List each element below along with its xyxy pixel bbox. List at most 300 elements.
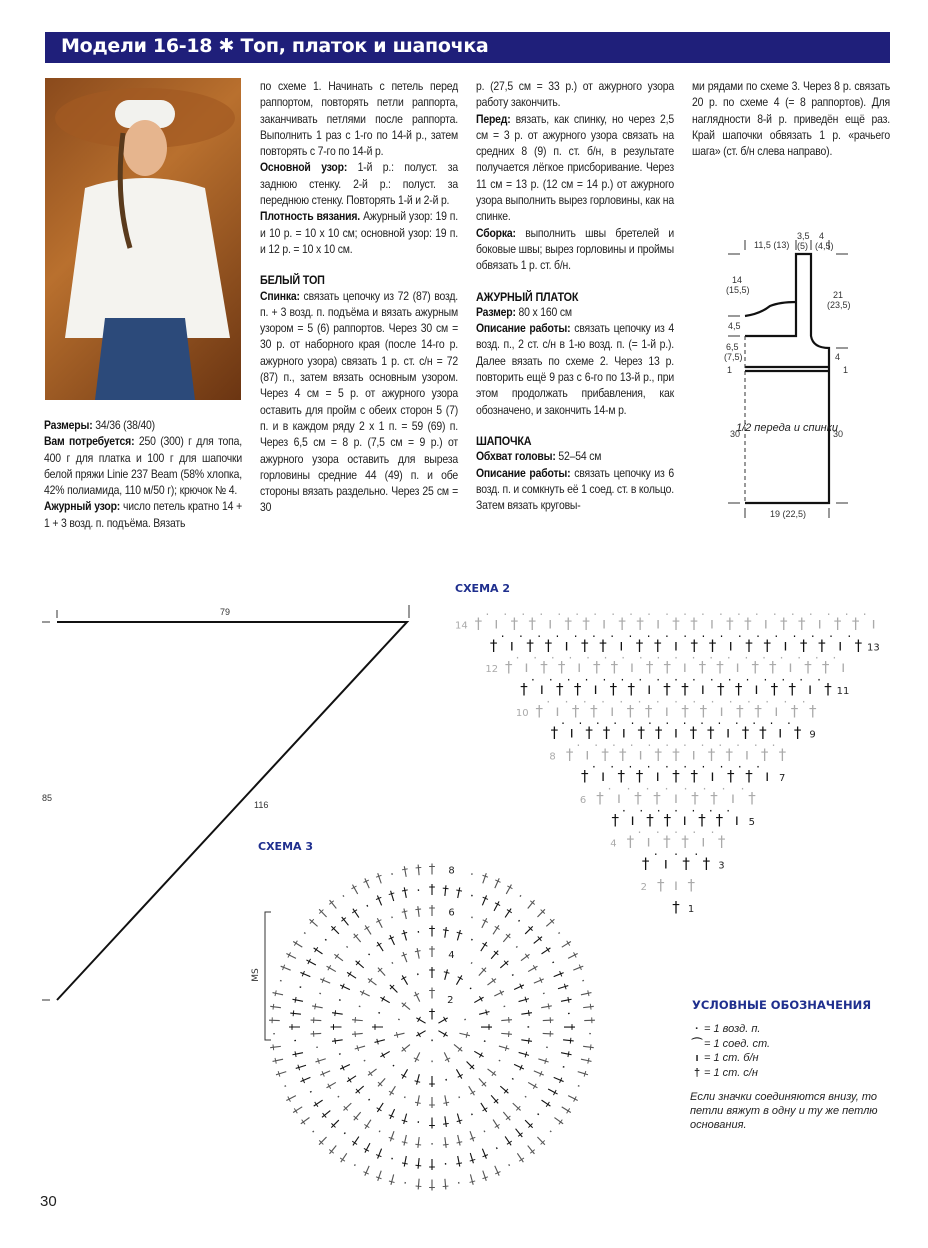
stitch-symbol: †	[348, 881, 362, 898]
hat-work-label: Описание работы:	[476, 466, 571, 480]
text-column-3	[476, 79, 674, 514]
stitch-symbol: †	[428, 1093, 436, 1109]
dim-strap-b2: (4,5)	[815, 241, 834, 251]
stitch-symbol: ı	[548, 614, 553, 633]
stitch-symbol: †	[627, 680, 636, 698]
stitch-symbol: †	[413, 1070, 424, 1087]
stitch-symbol: †	[508, 1098, 524, 1114]
stitch-symbol: †	[377, 993, 394, 1007]
stitch-symbol: †	[748, 789, 756, 807]
chain-dot: ·	[674, 803, 678, 818]
row-number: 6	[579, 795, 587, 806]
chain-dot: ·	[637, 825, 642, 840]
chain-dot: ·	[710, 694, 715, 709]
dim-neck-step: 4,5	[728, 321, 741, 331]
stitch-symbol: †	[569, 962, 586, 975]
stitch-symbol: †	[577, 989, 594, 999]
stitch-symbol: †	[361, 922, 376, 939]
stitch-symbol: †	[635, 636, 644, 655]
stitch-symbol: †	[691, 789, 699, 807]
stitch-symbol: ı	[700, 680, 705, 698]
chain-dot: ·	[726, 651, 731, 666]
stitch-symbol: †	[486, 1091, 502, 1107]
paragraph: по схеме 1. Начинать с петель перед раппортом, повторять петли раппорта, заканчивать петлями после раппорта. Выполнить 1 раз с 1-го по 14-й р., затем повторять с 7-го по 14-й р.	[260, 80, 458, 159]
stitch-symbol: ·	[415, 925, 422, 941]
stitch-symbol: †	[268, 1002, 284, 1012]
main-pattern-label: Основной узор:	[260, 161, 348, 175]
scheme-2-chart	[455, 608, 880, 916]
stitch-symbol: †	[554, 982, 571, 993]
chain-dot: ·	[629, 738, 634, 753]
stitch-symbol: †	[699, 701, 708, 720]
chain-dot: ·	[792, 629, 797, 644]
stitch-symbol: ·	[388, 867, 397, 883]
dim-strap-h2: (23,5)	[827, 300, 851, 310]
stitch-symbol: †	[502, 881, 516, 898]
paragraph: р. (27,5 см = 33 р.) от ажурного узора работу закончить.	[476, 80, 674, 110]
stitch-symbol: †	[520, 680, 528, 698]
stitch-symbol: ı	[647, 680, 652, 698]
stitch-symbol: †	[537, 944, 554, 959]
stitch-symbol: ·	[388, 1149, 397, 1166]
chain-dot: ·	[844, 607, 849, 622]
stitch-symbol: †	[434, 1026, 451, 1040]
stitch-symbol: ı	[673, 636, 679, 655]
stitch-symbol: ·	[349, 1156, 361, 1172]
stitch-symbol: †	[580, 1042, 596, 1052]
dim-band-l: 1	[727, 365, 733, 375]
stitch-symbol: †	[267, 1016, 283, 1024]
stitch-symbol: †	[706, 723, 715, 742]
stitch-symbol: †	[478, 1023, 494, 1031]
row-number: 8	[448, 865, 455, 877]
chain-dot: ·	[717, 716, 722, 731]
stitch-symbol: †	[590, 701, 598, 720]
stitch-symbol: ·	[476, 1036, 492, 1045]
chain-dot: ·	[601, 694, 605, 709]
stitch-symbol: †	[440, 967, 451, 984]
stitch-symbol: †	[329, 1023, 345, 1031]
chain-dot: ·	[814, 651, 819, 666]
stitch-symbol: †	[344, 968, 361, 983]
stitch-symbol: ·	[560, 1010, 576, 1017]
shawl-dim-diagonal: 116	[254, 800, 269, 810]
stitch-symbol: †	[344, 1071, 361, 1086]
chain-dot: ·	[727, 673, 732, 687]
stitch-symbol: †	[581, 1016, 597, 1024]
chain-dot: ·	[610, 629, 615, 644]
stitch-symbol: †	[498, 1029, 514, 1038]
stitch-symbol: ·	[478, 1122, 490, 1139]
ms-label: MS	[251, 968, 261, 982]
chain-dot: ·	[548, 673, 553, 687]
stitch-symbol: ·	[465, 956, 477, 972]
stitch-symbol: †	[690, 767, 698, 786]
stitch-symbol: †	[361, 1115, 376, 1132]
double-crochet-icon: †	[693, 1066, 701, 1079]
stitch-symbol: †	[564, 614, 572, 633]
stitch-symbol: ·	[463, 982, 477, 996]
stitch-symbol: †	[609, 680, 618, 698]
stitch-symbol: †	[373, 1098, 388, 1115]
stitch-symbol: ı	[691, 745, 696, 764]
stitch-symbol: ·	[535, 989, 551, 998]
stitch-symbol: ı	[619, 636, 624, 655]
stitch-symbol: †	[413, 945, 423, 962]
stitch-symbol: ·	[363, 948, 377, 963]
chain-dot: ·	[701, 607, 705, 622]
stitch-symbol: †	[370, 1023, 386, 1031]
stitch-symbol: †	[414, 862, 423, 879]
stitch-symbol: †	[453, 885, 464, 902]
stitch-symbol: †	[537, 1002, 554, 1012]
row-number: 8	[549, 751, 556, 763]
stitch-symbol: ı	[655, 614, 661, 633]
chain-dot: ·	[568, 651, 573, 666]
stitch-symbol: †	[411, 1048, 424, 1065]
chain-dot: ·	[774, 629, 779, 644]
legend-item-sc	[690, 1051, 880, 1066]
stitch-symbol: ı	[754, 680, 759, 698]
chain-dot: ·	[638, 651, 643, 666]
stitch-symbol: ·	[273, 976, 290, 986]
chain-dot: ·	[539, 607, 544, 622]
stitch-symbol: †	[428, 1007, 436, 1023]
stitch-symbol: ı	[569, 723, 574, 742]
chain-dot: ·	[519, 629, 523, 644]
stitch-symbol: ·	[387, 910, 397, 927]
stitch-symbol: †	[374, 1074, 390, 1090]
stitch-symbol: †	[400, 864, 410, 881]
stitch-symbol: †	[580, 1002, 596, 1012]
chain-dot: ·	[756, 760, 760, 775]
chain-dot: ·	[740, 782, 745, 796]
chain-dot: ·	[639, 803, 644, 818]
stitch-symbol: †	[663, 658, 671, 677]
materials-text: 250 (300) г для топа, 400 г для платка и 100 г для шапочки белой пряжи Linie 237 Beam (58% хлопка, 42% полиамида, 110 м/50 г); крючок № 4.	[44, 435, 242, 498]
text-column-4	[692, 79, 890, 160]
stitch-symbol: †	[523, 896, 538, 913]
stitch-symbol: ·	[538, 1043, 554, 1051]
stitch-symbol: †	[564, 949, 581, 963]
stitch-symbol: ·	[310, 1043, 326, 1051]
stitch-symbol: †	[717, 832, 726, 851]
stitch-symbol: †	[428, 883, 436, 899]
stitch-symbol: †	[745, 767, 753, 786]
stitch-symbol: ·	[340, 940, 355, 955]
dim-strap-a2: (5)	[797, 241, 808, 251]
stitch-symbol: ı	[616, 789, 622, 807]
stitch-symbol: ·	[372, 1009, 388, 1018]
stitch-symbol: †	[308, 1030, 325, 1038]
stitch-symbol: †	[414, 904, 423, 920]
chain-dot: ·	[648, 716, 652, 731]
stitch-symbol: †	[788, 680, 796, 698]
stitch-symbol: ·	[467, 910, 477, 927]
stitch-symbol: †	[599, 636, 607, 655]
stitch-symbol: †	[516, 950, 533, 966]
chain-dot: ·	[736, 607, 741, 622]
stitch-symbol: †	[741, 723, 750, 742]
chain-dot: ·	[607, 782, 612, 796]
stitch-symbol: †	[663, 832, 671, 851]
stitch-symbol: †	[601, 745, 609, 764]
stitch-symbol: †	[770, 680, 779, 698]
stitch-symbol: †	[542, 915, 558, 931]
stitch-symbol: †	[350, 1016, 366, 1025]
gauge-label: Плотность вязания.	[260, 210, 361, 224]
shawl-work-text: связать цепочку из 4 возд. п., 2 ст. с/н в 1-ю возд. п. (= 1-й р.). Далее вязать по схеме 2. Через 13 р. повторить ещё 9 раз с 6-го по 13-й р., при этом продолжать прибавления, как обозначено, и закончить 14-м р.	[476, 322, 674, 417]
chain-dot: ·	[546, 694, 551, 709]
model-photo-illustration	[45, 78, 241, 400]
stitch-symbol: †	[726, 614, 734, 633]
stitch-symbol: †	[400, 885, 411, 902]
stitch-symbol: ·	[429, 1031, 435, 1047]
stitch-symbol: †	[799, 636, 808, 655]
stitch-symbol: †	[505, 658, 513, 677]
chain-dot: ·	[752, 716, 757, 731]
chain-dot: ·	[832, 651, 837, 666]
stitch-symbol: †	[510, 981, 527, 994]
chain-dot: ·	[647, 738, 652, 753]
stitch-symbol: †	[470, 1047, 487, 1061]
stitch-symbol: †	[557, 658, 566, 677]
chain-dot: ·	[787, 716, 791, 731]
stitch-symbol: ı	[710, 767, 715, 786]
stitch-symbol: †	[483, 1064, 500, 1079]
stitch-symbol: †	[478, 892, 491, 910]
stitch-symbol: †	[441, 925, 450, 941]
stitch-symbol: †	[617, 767, 626, 786]
stitch-symbol: †	[496, 1081, 512, 1097]
chain-dot: ·	[619, 694, 624, 709]
chain-dot: ·	[626, 782, 631, 796]
stitch-symbol: ·	[581, 1031, 597, 1036]
stitch-symbol: ı	[734, 810, 739, 829]
stitch-symbol: †	[303, 956, 320, 970]
stitch-symbol: †	[698, 810, 706, 829]
stitch-symbol: †	[453, 1131, 464, 1148]
stitch-symbol: †	[610, 658, 619, 677]
dim-arm-r: 4	[835, 352, 841, 362]
stitch-symbol: †	[751, 658, 759, 677]
chain-dot: ·	[674, 651, 678, 666]
stitch-symbol: ·	[512, 914, 525, 929]
front-label: Перед:	[476, 112, 511, 126]
chain-dot: ·	[708, 803, 713, 818]
stitch-symbol: †	[306, 915, 322, 931]
chain-dot: ·	[665, 716, 670, 731]
stitch-symbol: †	[440, 1048, 453, 1065]
stitch-symbol: ·	[415, 1113, 422, 1129]
stitch-symbol: †	[400, 1110, 411, 1127]
stitch-symbol: †	[663, 680, 671, 698]
chain-dot: ·	[593, 607, 598, 622]
stitch-symbol: ı	[673, 723, 679, 742]
stitch-symbol: †	[441, 883, 450, 900]
stitch-symbol: ı	[629, 658, 635, 677]
stitch-symbol: †	[556, 680, 564, 698]
chain-dot: ·	[621, 651, 626, 666]
stitch-symbol: †	[466, 1149, 477, 1166]
stitch-symbol: †	[290, 1048, 307, 1059]
stitch-symbol: ı	[774, 701, 779, 720]
stitch-symbol: †	[387, 888, 398, 905]
stitch-symbol: †	[352, 1081, 368, 1097]
stitch-symbol: †	[326, 1141, 341, 1158]
stitch-symbol: ı	[817, 614, 822, 633]
stitch-symbol: †	[428, 1114, 436, 1130]
chain-dot: ·	[719, 760, 724, 775]
legend-text: = 1 ст. б/н	[704, 1052, 759, 1064]
chain-dot: ·	[779, 651, 784, 666]
stitch-symbol: †	[297, 1073, 315, 1086]
stitch-symbol: †	[310, 1002, 327, 1012]
stitch-symbol: †	[780, 614, 788, 633]
chain-dot: ·	[656, 803, 661, 818]
stitch-symbol: †	[414, 1175, 423, 1192]
chain-dot: ·	[737, 760, 742, 775]
chain-dot: ·	[647, 607, 651, 622]
stitch-symbol: ·	[554, 1062, 571, 1071]
legend	[690, 1022, 880, 1132]
stitch-symbol: †	[361, 1162, 374, 1179]
dim-bottom: 19 (22,5)	[770, 509, 807, 519]
stitch-symbol: †	[636, 614, 644, 633]
stitch-symbol: ·	[333, 1049, 349, 1058]
stitch-symbol: †	[654, 745, 663, 764]
chain-dot: ·	[575, 607, 580, 622]
stitch-symbol: †	[483, 975, 500, 990]
stitch-symbol: †	[386, 1127, 399, 1144]
stitch-symbol: †	[350, 1107, 365, 1124]
stitch-symbol: †	[565, 745, 574, 764]
row-number: 6	[448, 907, 455, 919]
chain-dot: ·	[771, 738, 776, 753]
stitch-symbol: †	[428, 903, 436, 919]
stitch-symbol: †	[646, 810, 654, 829]
stitch-symbol: ı	[682, 810, 687, 829]
size-text: 80 х 160 см	[515, 305, 572, 319]
stitch-symbol: †	[373, 892, 386, 910]
stitch-symbol: †	[428, 924, 436, 940]
stitch-symbol: †	[518, 1009, 534, 1018]
stitch-symbol: †	[560, 1023, 576, 1031]
head-size-text: 52–54 см	[555, 450, 602, 464]
chain-dot: ·	[628, 629, 633, 644]
stitch-symbol: †	[681, 832, 689, 851]
chain-dot: ·	[594, 738, 599, 753]
stitch-symbol: †	[387, 1170, 398, 1188]
lace-pattern-label: Ажурный узор:	[44, 500, 121, 514]
materials-label: Вам потребуется:	[44, 435, 135, 449]
chain-dot: ·	[718, 607, 723, 622]
chain-dot: ·	[709, 651, 714, 666]
stitch-symbol: †	[524, 1078, 541, 1092]
stitch-symbol: †	[278, 962, 295, 975]
stitch-symbol: †	[373, 939, 388, 956]
stitch-symbol: †	[400, 906, 411, 923]
stitch-symbol: †	[398, 999, 415, 1014]
stitch-symbol: †	[520, 1115, 537, 1132]
text-column-1	[44, 418, 242, 532]
chain-dot: ·	[561, 716, 565, 731]
stitch-symbol: †	[441, 1134, 450, 1150]
stitch-symbol: ·	[333, 996, 349, 1005]
section-heading-top: БЕЛЫЙ ТОП	[260, 273, 325, 288]
header-bar	[45, 32, 890, 63]
row-number: 4	[448, 949, 455, 961]
chain-dot: ·	[799, 673, 804, 687]
stitch-symbol: †	[434, 1014, 451, 1028]
stitch-symbol: ı	[664, 701, 669, 720]
stitch-symbol: ·	[374, 1122, 386, 1139]
stitch-symbol: †	[544, 1084, 561, 1098]
chain-dot: ·	[683, 760, 688, 775]
legend-title: УСЛОВНЫЕ ОБОЗНАЧЕНИЯ	[692, 998, 872, 1012]
stitch-symbol: †	[804, 658, 812, 677]
chain-dot: ·	[721, 782, 726, 796]
stitch-symbol: †	[534, 1054, 551, 1066]
stitch-symbol: ·	[517, 1089, 533, 1103]
text-column-2	[260, 79, 458, 517]
stitch-symbol: †	[441, 1092, 451, 1109]
row-number: 11	[836, 686, 850, 697]
section-heading-shawl: АЖУРНЫЙ ПЛАТОК	[476, 289, 579, 304]
legend-item-slip	[690, 1037, 880, 1052]
stitch-symbol: †	[559, 1036, 576, 1045]
stitch-symbol: †	[337, 1149, 351, 1166]
chain-dot: ·	[656, 673, 661, 687]
stitch-symbol: †	[645, 658, 654, 677]
stitch-symbol: †	[537, 1095, 554, 1110]
chain-dot: ·	[646, 629, 651, 644]
stitch-symbol: †	[428, 1073, 436, 1089]
legend-text: = 1 ст. с/н	[704, 1066, 758, 1079]
stitch-symbol: †	[428, 1176, 436, 1192]
stitch-symbol: †	[456, 1029, 473, 1040]
stitch-symbol: †	[474, 1074, 490, 1090]
stitch-symbol: ı	[524, 658, 529, 677]
dim-strap-b: 4	[819, 231, 825, 241]
chain-dot: ·	[602, 673, 607, 687]
stitch-symbol: †	[539, 1030, 556, 1038]
chain-dot: ·	[682, 716, 687, 731]
stitch-symbol: †	[582, 614, 590, 633]
chain-dot: ·	[503, 607, 508, 622]
stitch-symbol: †	[716, 658, 724, 677]
chain-dot: ·	[829, 629, 833, 644]
chain-dot: ·	[674, 673, 678, 687]
stitch-symbol: †	[374, 964, 390, 980]
page-number: 30	[40, 1193, 57, 1210]
chain-dot: ·	[710, 825, 715, 840]
stitch-symbol: †	[476, 939, 491, 956]
stitch-symbol: †	[364, 975, 381, 990]
stitch-symbol: †	[644, 701, 653, 720]
stitch-symbol: ·	[307, 1124, 322, 1138]
stitch-symbol: †	[797, 614, 806, 633]
stitch-symbol: †	[821, 658, 830, 677]
stitch-symbol: †	[475, 1008, 492, 1019]
stitch-symbol: †	[745, 636, 753, 655]
stitch-symbol: †	[428, 986, 436, 1002]
model-photo	[45, 78, 241, 400]
stitch-symbol: †	[763, 636, 771, 655]
chain-dot: ·	[726, 803, 731, 818]
legend-item-chain	[690, 1022, 880, 1037]
stitch-symbol: †	[323, 962, 340, 976]
